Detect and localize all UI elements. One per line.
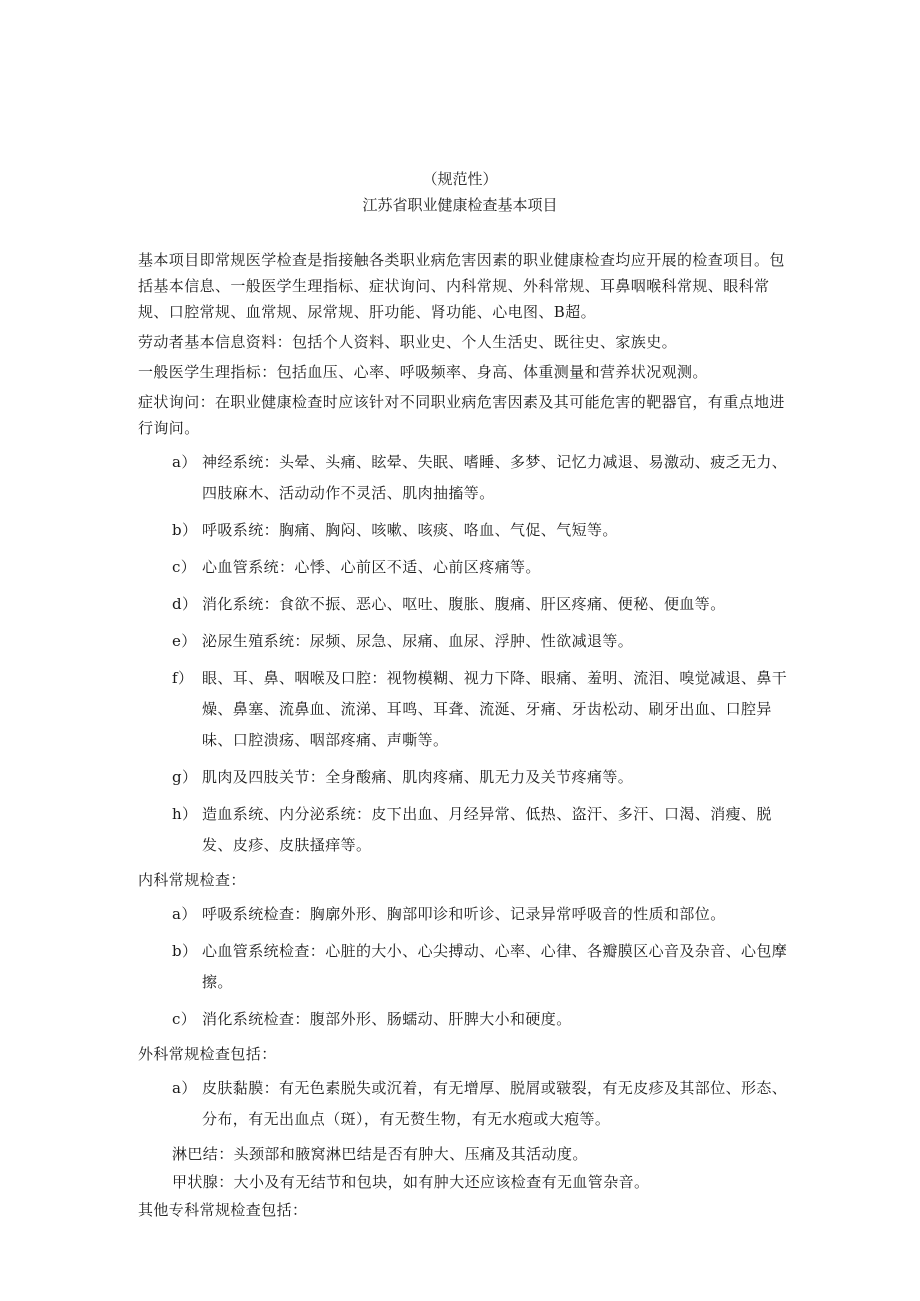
item-marker: h）: [172, 805, 198, 823]
list-item: [138, 1004, 788, 1035]
lymph-node-paragraph: 淋巴结：头颈部和腋窝淋巴结是否有肿大、压痛及其活动度。: [172, 1145, 588, 1163]
item-marker: a）: [172, 453, 197, 471]
item-marker: a）: [172, 1079, 197, 1097]
item-text: 呼吸系统检查：胸廓外形、胸部叩诊和听诊、记录异常呼吸音的性质和部位。: [202, 905, 726, 923]
list-item: [138, 663, 788, 756]
list-item: [138, 552, 788, 583]
item-marker: g）: [172, 768, 198, 786]
item-text: 呼吸系统：胸痛、胸闷、咳嗽、咳痰、咯血、气促、气短等。: [202, 521, 618, 539]
list-item: [138, 799, 788, 861]
item-marker: b）: [172, 942, 198, 960]
thyroid-paragraph: 甲状腺：大小及有无结节和包块，如有肿大还应该检查有无血管杂音。: [172, 1173, 650, 1191]
list-item: [138, 762, 788, 793]
other-heading: 其他专科常规检查包括：: [138, 1201, 308, 1219]
item-marker: e）: [172, 632, 197, 650]
item-text: 心血管系统：心悸、心前区不适、心前区疼痛等。: [202, 558, 541, 576]
item-marker: b）: [172, 521, 198, 539]
item-text: 泌尿生殖系统：尿频、尿急、尿痛、血尿、浮肿、性欲减退等。: [202, 632, 634, 650]
list-item: [138, 1073, 788, 1135]
basic-info-paragraph: 劳动者基本信息资料：包括个人资料、职业史、个人生活史、既往史、家族史。: [138, 333, 678, 351]
item-text: 神经系统：头晕、头痛、眩晕、失眠、嗜睡、多梦、记忆力减退、易激动、疲乏无力、四肢麻木、活动动作不灵活、肌肉抽搐等。: [202, 453, 788, 502]
item-marker: c）: [172, 1010, 197, 1028]
internal-list: [138, 899, 788, 1035]
item-marker: a）: [172, 905, 197, 923]
surgical-list: [138, 1073, 788, 1135]
item-text: 眼、耳、鼻、咽喉及口腔：视物模糊、视力下降、眼痛、羞明、流泪、嗅觉减退、鼻干燥、鼻塞、流鼻血、流涕、耳鸣、耳聋、流涎、牙痛、牙齿松动、刷牙出血、口腔异味、口腔溃疡、咽部疼痛、声嘶等。: [202, 669, 788, 749]
internal-heading: 内科常规检查：: [138, 871, 246, 889]
item-text: 肌肉及四肢关节：全身酸痛、肌肉疼痛、肌无力及关节疼痛等。: [202, 768, 634, 786]
physio-paragraph: 一般医学生理指标：包括血压、心率、呼吸频率、身高、体重测量和营养状况观测。: [138, 363, 708, 381]
item-marker: d）: [172, 595, 198, 613]
symptom-list: [138, 447, 788, 861]
symptom-intro-paragraph: 症状询问：在职业健康检查时应该针对不同职业病危害因素及其可能危害的靶器官，有重点地进行询问。: [138, 393, 785, 437]
document-body: [138, 247, 788, 1227]
list-item: [138, 626, 788, 657]
list-item: [138, 899, 788, 930]
list-item: [138, 515, 788, 546]
list-item: [138, 589, 788, 620]
list-item: [138, 936, 788, 998]
item-text: 皮肤黏膜：有无色素脱失或沉着，有无增厚、脱屑或皲裂，有无皮疹及其部位、形态、分布，有无出血点（斑），有无赘生物，有无水疱或大疱等。: [202, 1079, 788, 1128]
item-text: 造血系统、内分泌系统：皮下出血、月经异常、低热、盗汗、多汗、口渴、消瘦、脱发、皮疹、皮肤搔痒等。: [202, 805, 772, 854]
item-text: 消化系统：食欲不振、恶心、呕吐、腹胀、腹痛、肝区疼痛、便秘、便血等。: [202, 595, 726, 613]
appendix-subtitle: （规范性）: [422, 170, 498, 188]
item-marker: f）: [172, 669, 194, 687]
page-title: 江苏省职业健康检查基本项目: [362, 196, 558, 214]
intro-paragraph: 基本项目即常规医学检查是指接触各类职业病危害因素的职业健康检查均应开展的检查项目。包括基本信息、一般医学生理指标、症状询问、内科常规、外科常规、耳鼻咽喉科常规、眼科常规、口腔常规、血常规、尿常规、肝功能、肾功能、心电图、B超。: [138, 251, 785, 321]
item-marker: c）: [172, 558, 197, 576]
item-text: 消化系统检查：腹部外形、肠蠕动、肝脾大小和硬度。: [202, 1010, 572, 1028]
surgical-heading: 外科常规检查包括：: [138, 1045, 277, 1063]
item-text: 心血管系统检查：心脏的大小、心尖搏动、心率、心律、各瓣膜区心音及杂音、心包摩擦。: [202, 942, 788, 991]
list-item: [138, 447, 788, 509]
